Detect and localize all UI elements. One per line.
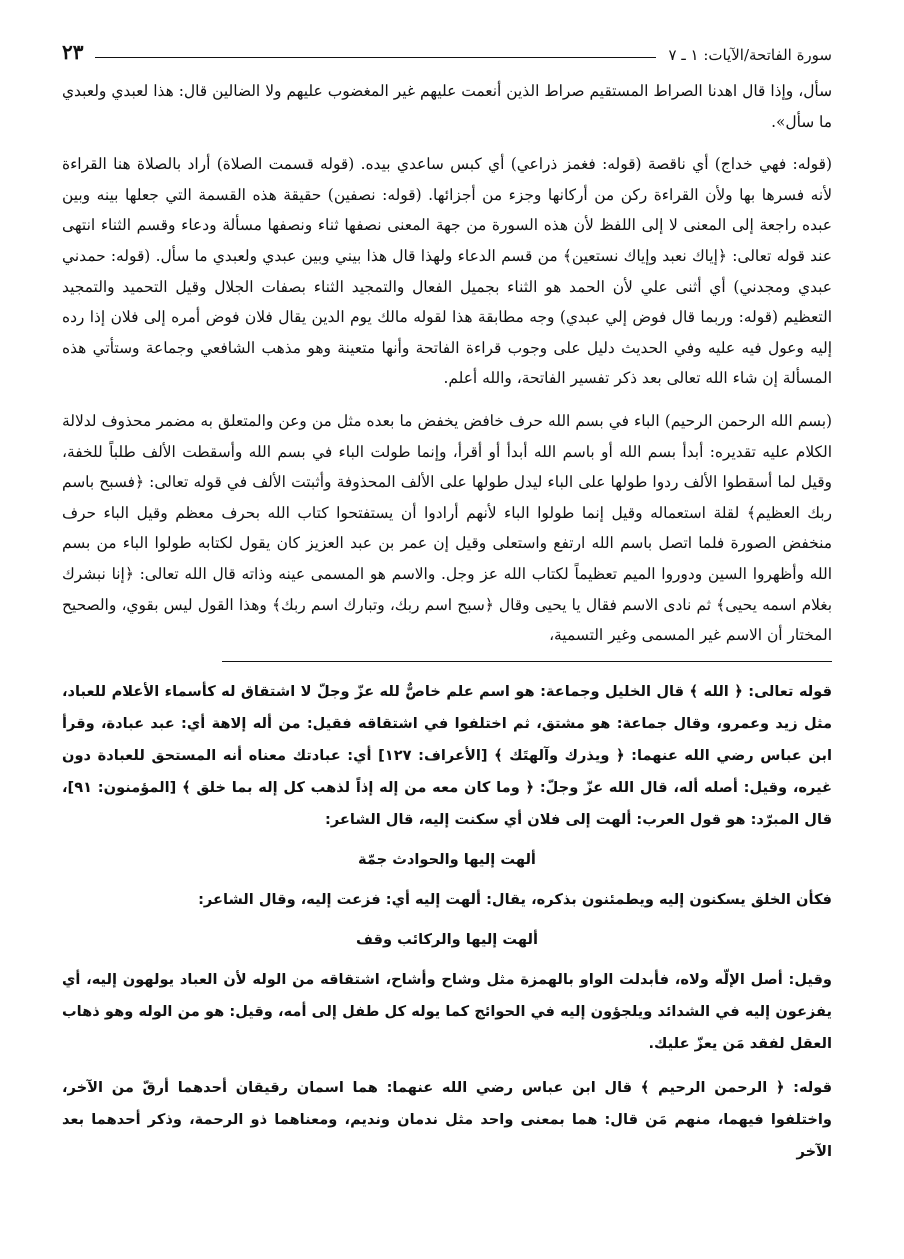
poetry-verse: ألهت إليها والركائب وقف [356,930,538,948]
poetry-verse: ألهت إليها والحوادث جمّة [358,850,536,868]
commentary-paragraph: سأل، وإذا قال اهدنا الصراط المستقيم صراط الذين أنعمت عليهم غير المغضوب عليهم ولا الضالين قال: هذا لعبدي ولعبدي ما سأل». [62,82,832,131]
surah-title: سورة الفاتحة/الآيات: ١ ـ ٧ [668,46,832,64]
commentary-paragraph: (بسم الله الرحمن الرحيم) الباء في بسم الله حرف خافض يخفض ما بعده مثل من وعن والمتعلق به مضمر محذوف لدلالة الكلام عليه تقديره: أبدأ بسم الله أو باسم الله أبدأ أو أقرأ، وإنما طولت الباء في بسم الله وأسقطت الألف طلباً للخفة، وقيل لما أسقطوا الألف ردوا طولها على الباء ليدل طولها على الألف المحذوفة وأثبتت الألف في قوله تعالى: ﴿فسبح باسم ربك العظيم﴾ لقلة استعماله وقيل إنما طولوا الباء لأنهم أرادوا أن يستفتحوا كتاب الله بحرف معظم وقيل الباء حرف منخفض الصورة فلما اتصل باسم الله ارتفع واستعلى وقيل إن عمر بن عبد العزيز كان يقول لكتابه طولوا الباء من بسم الله وأظهروا السين ودوروا الميم تعظيماً لكتاب الله عز وجل. والاسم هو المسمى عينه وذاته قال الله تعالى: ﴿إنا نبشرك بغلام اسمه يحيى﴾ ثم نادى الاسم فقال يا يحيى وقال ﴿سبح اسم ربك، وتبارك اسم ربك﴾ وهذا القول ليس بقوي، والصحيح المختار أن الاسم غير المسمى وغير التسمية، [62,411,832,645]
footnote-allah-continued: فكأن الخلق يسكنون إليه ويطمئنون بذكره، يقال: ألهت إليه أي: فزعت إليه، وقال الشاعر: [198,890,832,908]
footnote-separator [222,661,832,662]
running-header [62,34,832,64]
commentary-paragraph: (قوله: فهي خداج) أي ناقصة (قوله: فغمز ذراعي) أي كبس ساعدي بيده. (قوله قسمت الصلاة) أراد بالصلاة هنا القراءة لأنه فسرها بها ولأن القراءة ركن من أركانها وجزء من أجزائها. (قوله: نصفين) حقيقة هذه القسمة التي جعلها بينه وبين عبده راجعة إلى المعنى لا إلى اللفظ لأن هذه السورة من جهة المعنى نصفها ثناء ونصفها مسألة ودعاء وقسم الثناء انتهى عند قوله تعالى: ﴿إياك نعبد وإياك نستعين﴾ من قسم الدعاء ولهذا قال هذا بيني وبين عبدي ولعبدي ما سأل. (قوله: حمدني عبدي ومجدني) أي أثنى علي لأن الحمد هو الثناء بجميل الفعال والتمجيد الثناء بصفات الجلال وقيل التحميد والتمجيد التعظيم (قوله: وربما قال فوض إلي عبدي) وجه مطابقة هذا لقوله مالك يوم الدين يقال فلان فوض أمره إلى فلان إذا رده إليه وعول فيه عليه وفي الحديث دليل على وجوب قراءة الفاتحة وأنها متعينة وهو مذهب الشافعي وجماعة وستأتي هذه المسألة إن شاء الله تعالى بعد ذكر تفسير الفاتحة، والله أعلم. [62,155,832,388]
page-number: ٢٣ [62,40,84,64]
header-rule [95,57,656,58]
footnote-allah: قوله تعالى: ﴿ الله ﴾ قال الخليل وجماعة: هو اسم علم خاصٌّ لله عزّ وجلّ لا اشتقاق له كأسماء الأعلام للعباد، مثل زيد وعمرو، وقال جماعة: هو مشتق، ثم اختلفوا في اشتقاقه فقيل: من أله إلاهة أي: عبد عبادة، وقرأ ابن عباس رضي الله عنهما: ﴿ ويذرك وآلهتَك ﴾ [الأعراف: ١٢٧] أي: عبادتك معناه أنه المستحق للعبادة دون غيره، وقيل: أصله أله، قال الله عزّ وجلّ: ﴿ وما كان معه من إله إذاً لذهب كل إله بما خلق ﴾ [المؤمنون: ٩١]، قال المبرّد: هو قول العرب: ألهت إلى فلان أي سكنت إليه، قال الشاعر: [62,682,832,828]
footnote-walah: وقيل: أصل الإلّه ولاه، فأبدلت الواو بالهمزة مثل وشاح وأشاح، اشتقاقه من الوله لأن العباد يولهون إليه، أي يفزعون إليه في الشدائد ويلجؤون إليه في الحوائج كما يوله كل طفل إلى أمه، وقيل: هو من الوله وهو ذهاب العقل لفقد مَن يعزّ عليك. [62,970,832,1052]
footnote-rahman: قوله: ﴿ الرحمن الرحيم ﴾ قال ابن عباس رضي الله عنهما: هما اسمان رقيقان أحدهما أرقّ من الآخر، واختلفوا فيهما، منهم مَن قال: هما بمعنى واحد مثل ندمان ونديم، ومعناهما ذو الرحمة، وذكر أحدهما بعد الآخر [62,1078,832,1160]
